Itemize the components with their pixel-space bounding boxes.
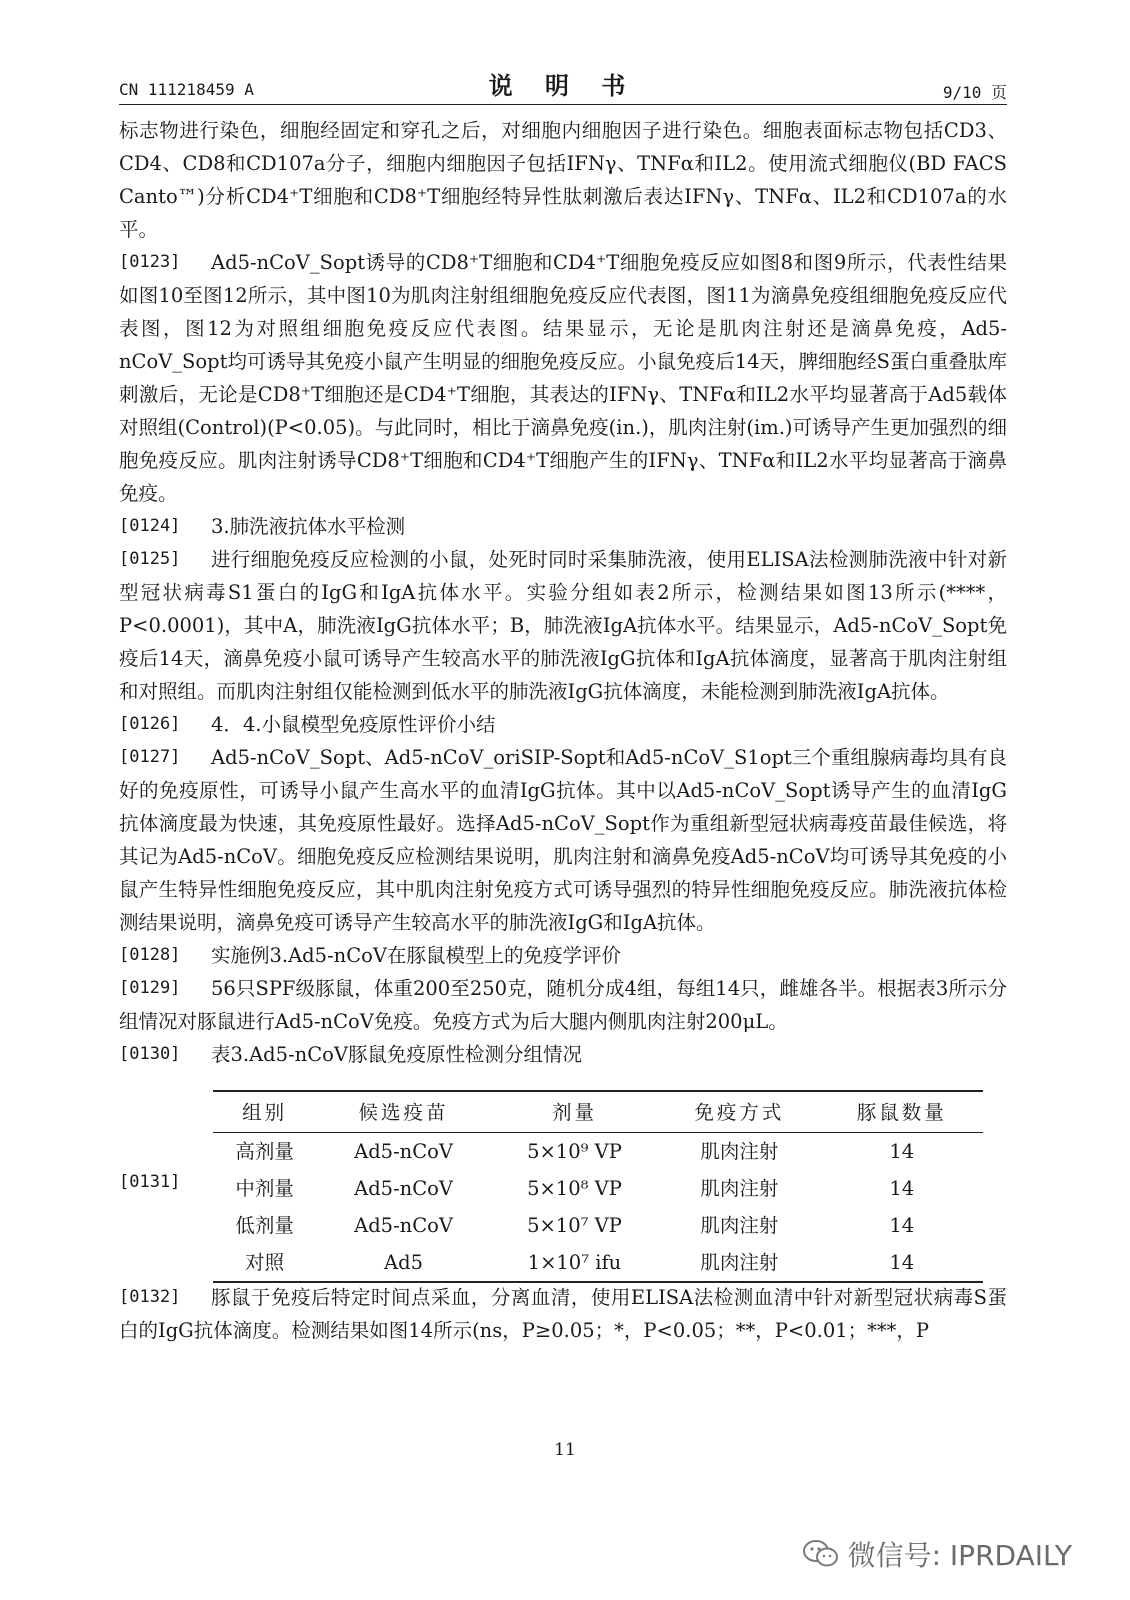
paragraph-number: [0127]: [119, 747, 181, 767]
cell-group: 高剂量: [235, 1140, 294, 1163]
cell-group: 对照: [213, 1244, 316, 1282]
cell-count: 14: [889, 1177, 915, 1200]
paragraph-text: Ad5-nCoV_Sopt、Ad5-nCoV_oriSIP-Sopt和Ad5-nCoV_S1opt三个重组腺病毒均具有良好的免疫原性，可诱导小鼠产生高水平的血清IgG抗体。其中以Ad5-nCoV_Sopt诱导产生的血清IgG抗体滴度最为快速，其免疫原性最好。选择Ad5-nCoV_Sopt作为重组新型冠状病毒疫苗最佳候选，将其记为Ad5-nCoV。细胞免疫反应检测结果说明，肌肉注射和滴鼻免疫Ad5-nCoV均可诱导其免疫的小鼠产生特异性细胞免疫反应，其中肌肉注射免疫方式可诱导强烈的特异性细胞免疫反应。肺洗液抗体检测结果说明，滴鼻免疫可诱导产生较高水平的肺洗液IgG和IgA抗体。: [119, 746, 1007, 934]
table-row: [213, 1133, 983, 1171]
paragraph-number: [0129]: [119, 978, 181, 998]
paragraph-text: 3.肺洗液抗体水平检测: [211, 515, 406, 538]
cell-route: 肌肉注射: [700, 1214, 779, 1237]
paragraph-0131: [119, 1080, 1007, 1281]
table-row: [213, 1244, 983, 1282]
header-vaccine: 候选疫苗: [316, 1091, 491, 1133]
paragraph-text: 豚鼠于免疫后特定时间点采血，分离血清，使用ELISA法检测血清中针对新型冠状病毒S蛋白的IgG抗体滴度。检测结果如图14所示(ns，P≥0.05；*，P<0.05；**，P<0.01；***，P: [119, 1286, 1007, 1342]
document-body: [119, 114, 1007, 1347]
cell-dose: 1×10⁷ ifu: [491, 1244, 658, 1282]
cell-vaccine: Ad5: [316, 1244, 491, 1282]
paragraph-text: 进行细胞免疫反应检测的小鼠，处死时同时采集肺洗液，使用ELISA法检测肺洗液中针对新型冠状病毒S1蛋白的IgG和IgA抗体水平。实验分组如表2所示，检测结果如图13所示(****，P<0.0001)，其中A，肺洗液IgG抗体水平；B，肺洗液IgA抗体水平。结果显示，Ad5-nCoV_Sopt免疫后14天，滴鼻免疫小鼠可诱导产生较高水平的肺洗液IgG抗体和IgA抗体滴度，显著高于肌肉注射组和对照组。而肌肉注射组仅能检测到低水平的肺洗液IgG抗体滴度，未能检测到肺洗液IgA抗体。: [119, 548, 1007, 703]
cell-group: 中剂量: [235, 1177, 294, 1200]
paragraph-text: 4．4.小鼠模型免疫原性评价小结: [211, 713, 496, 736]
document-number: CN 111218459 A: [119, 80, 254, 99]
page-header: [119, 66, 1007, 106]
cell-dose: 5×10⁹ VP: [527, 1140, 622, 1163]
grouping-table: [213, 1090, 983, 1283]
cell-count: 14: [889, 1140, 915, 1163]
header-dose: 剂量: [491, 1091, 658, 1133]
paragraph-text: 56只SPF级豚鼠，体重200至250克，随机分成4组，每组14只，雌雄各半。根据表3所示分组情况对豚鼠进行Ad5-nCoV免疫。免疫方式为后大腿内侧肌肉注射200μL。: [119, 977, 1007, 1033]
wechat-icon: [802, 1539, 840, 1569]
table-header-row: [213, 1091, 983, 1133]
header-route: 免疫方式: [658, 1091, 820, 1133]
cell-dose: 5×10⁷ VP: [527, 1214, 622, 1237]
header-count: 豚鼠数量: [821, 1091, 983, 1133]
paragraph-text: Ad5-nCoV_Sopt诱导的CD8⁺T细胞和CD4⁺T细胞免疫反应如图8和图9所示，代表性结果如图10至图12所示，其中图10为肌肉注射组细胞免疫反应代表图，图11为滴鼻免疫组细胞免疫反应代表图，图12为对照组细胞免疫反应代表图。结果显示，无论是肌肉注射还是滴鼻免疫，Ad5-nCoV_Sopt均可诱导其免疫小鼠产生明显的细胞免疫反应。小鼠免疫后14天，脾细胞经S蛋白重叠肽库刺激后，无论是CD8⁺T细胞还是CD4⁺T细胞，其表达的IFNγ、TNFα和IL2水平均显著高于Ad5载体对照组(Control)(P<0.05)。与此同时，相比于滴鼻免疫(in.)，肌肉注射(im.)可诱导产生更加强烈的细胞免疫反应。肌肉注射诱导CD8⁺T细胞和CD4⁺T细胞产生的IFNγ、TNFα和IL2水平均显著高于滴鼻免疫。: [119, 251, 1008, 505]
cell-vaccine: Ad5-nCoV: [354, 1140, 453, 1163]
paragraph-0132: [119, 1281, 1007, 1347]
paragraph-0127: [119, 741, 1007, 939]
paragraph-0124: [119, 510, 1007, 543]
cell-count: 14: [889, 1214, 915, 1237]
paragraph-number: [0124]: [119, 516, 181, 536]
cell-route: 肌肉注射: [700, 1140, 779, 1163]
cell-vaccine: Ad5-nCoV: [354, 1214, 453, 1237]
cell-dose: 5×10⁸ VP: [527, 1177, 622, 1200]
paragraph-0128: [119, 939, 1007, 972]
table-caption: 表3.Ad5-nCoV豚鼠免疫原性检测分组情况: [211, 1043, 582, 1066]
wechat-watermark: [802, 1534, 1072, 1574]
paragraph-number: [0128]: [119, 945, 181, 965]
cell-count: 14: [821, 1244, 983, 1282]
paragraph-0130: [119, 1038, 1007, 1071]
page-counter: 9/10 页: [942, 83, 1007, 102]
cell-route: 肌肉注射: [658, 1244, 820, 1282]
watermark-text: 微信号: IPRDAILY: [847, 1539, 1072, 1572]
header-rule: [119, 104, 1007, 105]
paragraph-number: [0125]: [119, 549, 181, 569]
paragraph-0125: [119, 543, 1007, 708]
paragraph-0129: [119, 972, 1007, 1038]
paragraph-0126: [119, 708, 1007, 741]
paragraph-number: [0126]: [119, 714, 181, 734]
paragraph-text: 实施例3.Ad5-nCoV在豚鼠模型上的免疫学评价: [211, 944, 621, 967]
header-group: 组别: [213, 1091, 316, 1133]
table-row: [213, 1207, 983, 1244]
paragraph-number: [0132]: [119, 1287, 181, 1307]
table-row: [213, 1170, 983, 1207]
document-title: 说 明 书: [488, 72, 638, 100]
paragraph-0123: [119, 246, 1007, 510]
cell-group: 低剂量: [235, 1214, 294, 1237]
cell-vaccine: Ad5-nCoV: [354, 1177, 453, 1200]
paragraph-number: [0131]: [119, 1172, 181, 1192]
paragraph-number: [0130]: [119, 1044, 181, 1064]
page-number: 11: [554, 1440, 576, 1460]
cell-route: 肌肉注射: [700, 1177, 779, 1200]
continued-paragraph: 标志物进行染色，细胞经固定和穿孔之后，对细胞内细胞因子进行染色。细胞表面标志物包括CD3、CD4、CD8和CD107a分子，细胞内细胞因子包括IFNγ、TNFα和IL2。使用流式细胞仪(BD FACS Canto™)分析CD4⁺T细胞和CD8⁺T细胞经特异性肽刺激后表达IFNγ、TNFα、IL2和CD107a的水平。: [119, 119, 1007, 241]
paragraph-number: [0123]: [119, 252, 181, 272]
